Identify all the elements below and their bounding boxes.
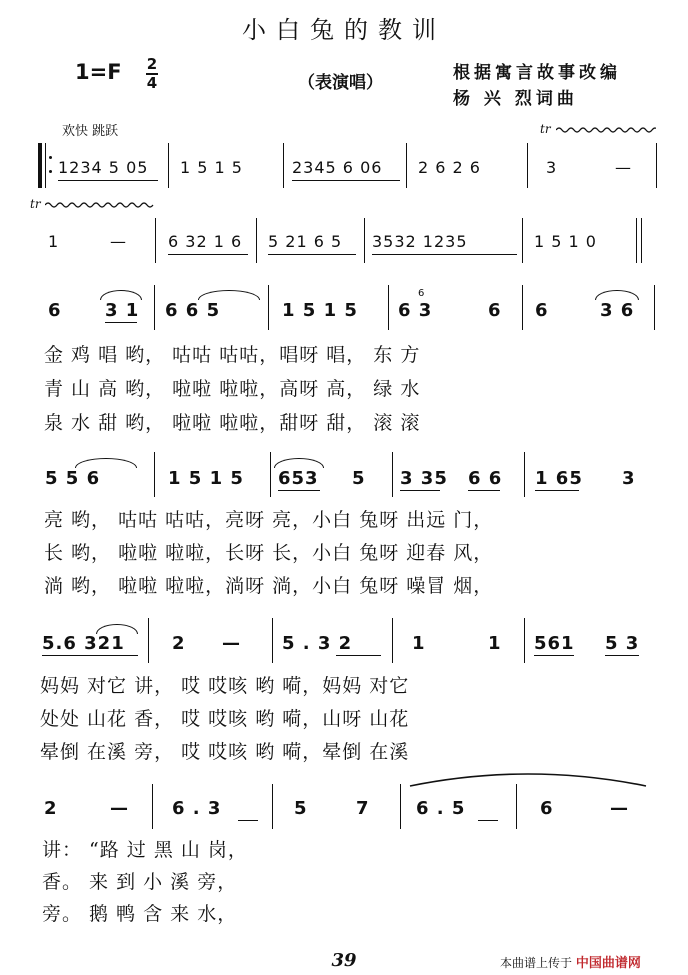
lyric-verse-3: 淌 哟， 啦啦 啦啦，淌呀 淌，小白 兔呀 噪冒 烟， <box>44 575 494 597</box>
barline <box>45 143 46 188</box>
measure-notes: 6 6 5 <box>165 300 221 321</box>
beam-underline <box>372 254 517 255</box>
measure-notes: 1 65 <box>535 468 583 489</box>
beam-underline <box>468 490 500 491</box>
measure-notes: 1 <box>48 232 60 251</box>
beam-underline <box>400 490 440 491</box>
barline <box>272 618 273 663</box>
measure-notes: 5 21 6 5 <box>268 232 343 251</box>
beam-underline <box>238 820 258 821</box>
measure-notes: 3 1 <box>105 300 140 321</box>
beam-underline <box>535 490 579 491</box>
barline <box>524 618 525 663</box>
measure-notes: 2 6 2 6 <box>418 158 481 177</box>
credit-author: 杨 兴 烈词曲 <box>453 89 578 109</box>
measure-notes: 6 <box>535 300 549 321</box>
lyric-verse-2: 香。 来 到 小 溪 旁， <box>42 871 238 893</box>
sustain-dash: — <box>615 158 632 177</box>
measure-notes: 3532 1235 <box>372 232 468 251</box>
sustain-dash: — <box>222 633 241 654</box>
barline <box>270 452 271 497</box>
lyric-verse-1: 金 鸡 唱 哟， 咕咕 咕咕，唱呀 唱， 东 方 <box>44 344 421 366</box>
measure-notes: 2 <box>44 798 58 819</box>
measure-notes: 1 <box>488 633 502 654</box>
beam-underline <box>268 254 356 255</box>
grace-note: 6 <box>418 288 425 299</box>
time-signature <box>144 56 160 92</box>
trill-wave <box>556 126 656 134</box>
barline <box>641 218 642 263</box>
sustain-dash: — <box>610 798 629 819</box>
time-signature-top: 2 <box>146 55 158 73</box>
barline <box>527 143 528 188</box>
barline <box>168 143 169 188</box>
credit-adaptation: 根据寓言故事改编 <box>453 63 621 83</box>
measure-notes: 1234 5 05 <box>58 158 149 177</box>
lyric-verse-3: 泉 水 甜 哟， 啦啦 啦啦，甜呀 甜， 滚 滚 <box>44 412 421 434</box>
lyric-verse-1: 亮 哟， 咕咕 咕咕，亮呀 亮，小白 兔呀 出远 门， <box>44 509 494 531</box>
beam-underline <box>336 655 381 656</box>
barline <box>522 218 523 263</box>
key-signature: 1=F <box>75 60 122 84</box>
measure-notes: 5 <box>294 798 308 819</box>
barline <box>268 285 269 330</box>
measure-notes: 6 6 <box>468 468 503 489</box>
lyric-verse-2: 长 哟， 啦啦 啦啦，长呀 长，小白 兔呀 迎春 风， <box>44 542 494 564</box>
measure-notes: 1 5 1 5 <box>282 300 358 321</box>
barline <box>283 143 284 188</box>
lyric-verse-1: 讲： “路 过 黑 山 岗， <box>42 839 248 861</box>
measure-notes: 653 <box>278 468 319 489</box>
measure-notes: 1 5 1 5 <box>168 468 244 489</box>
slur <box>274 458 324 468</box>
performance-style: （表演唱） <box>298 73 383 93</box>
page-number: 39 <box>331 950 357 971</box>
watermark-site: 中国曲谱网 <box>575 956 641 971</box>
measure-notes: 1 5 1 5 <box>180 158 243 177</box>
lyric-verse-2: 青 山 高 哟， 啦啦 啦啦，高呀 高， 绿 水 <box>44 378 421 400</box>
barline <box>654 285 655 330</box>
barline <box>154 285 155 330</box>
watermark <box>500 952 641 971</box>
beam-underline <box>534 655 574 656</box>
lyric-verse-1: 妈妈 对它 讲， 哎 哎咳 哟 嗬，妈妈 对它 <box>40 675 410 697</box>
measure-notes: 6 <box>488 300 502 321</box>
slur <box>100 290 142 300</box>
measure-notes: 6 <box>48 300 62 321</box>
barline <box>522 285 523 330</box>
sustain-dash: — <box>110 798 129 819</box>
barline <box>392 618 393 663</box>
measure-notes: 5 . 3 2 <box>282 633 353 654</box>
beam-underline <box>292 180 400 181</box>
beam-underline <box>168 254 248 255</box>
repeat-start-bar <box>38 143 42 188</box>
slur <box>75 458 137 468</box>
measure-notes: 3 35 <box>400 468 448 489</box>
tempo-marking: 欢快 跳跃 <box>62 124 119 139</box>
measure-notes: 6 . 3 <box>172 798 222 819</box>
song-title: 小白兔的教训 <box>242 16 446 44</box>
barline <box>152 784 153 829</box>
watermark-prefix: 本曲谱上传于 <box>500 956 573 970</box>
measure-notes: 5 3 <box>605 633 640 654</box>
beam-underline <box>42 655 138 656</box>
measure-notes: 3 <box>622 468 636 489</box>
lyric-verse-2: 处处 山花 香， 哎 哎咳 哟 嗬，山呀 山花 <box>40 708 410 730</box>
beam-underline <box>278 490 320 491</box>
measure-notes: 3 6 <box>600 300 635 321</box>
measure-notes: 6 . 5 <box>416 798 466 819</box>
measure-notes: 6 3 <box>398 300 433 321</box>
barline <box>364 218 365 263</box>
trill-wave <box>45 201 155 209</box>
lyric-verse-3: 旁。 鹅 鸭 含 来 水， <box>42 903 238 925</box>
barline <box>516 784 517 829</box>
barline <box>524 452 525 497</box>
measure-notes: 3 <box>546 158 558 177</box>
measure-notes: 1 5 1 0 <box>534 232 597 251</box>
measure-notes: 5.6 321 <box>42 633 125 654</box>
sustain-dash: — <box>110 232 127 251</box>
barline <box>636 218 637 263</box>
barline <box>392 452 393 497</box>
measure-notes: 561 <box>534 633 575 654</box>
barline <box>155 218 156 263</box>
barline <box>656 143 657 188</box>
barline <box>406 143 407 188</box>
measure-notes: 1 <box>412 633 426 654</box>
repeat-dot <box>49 156 52 159</box>
beam-underline <box>58 180 158 181</box>
barline <box>154 452 155 497</box>
measure-notes: 7 <box>356 798 370 819</box>
beam-underline <box>478 820 498 821</box>
barline <box>148 618 149 663</box>
slur <box>595 290 639 300</box>
measure-notes: 6 <box>540 798 554 819</box>
slur <box>198 290 260 300</box>
barline <box>400 784 401 829</box>
repeat-dot <box>49 170 52 173</box>
time-signature-bottom: 4 <box>146 74 158 92</box>
barline <box>272 784 273 829</box>
measure-notes: 5 <box>352 468 366 489</box>
measure-notes: 6 32 1 6 <box>168 232 243 251</box>
measure-notes: 2 <box>172 633 186 654</box>
lyric-verse-3: 晕倒 在溪 旁， 哎 哎咳 哟 嗬，晕倒 在溪 <box>40 741 410 763</box>
beam-underline <box>105 322 137 323</box>
trill-mark: tr <box>540 122 551 136</box>
beam-underline <box>605 655 639 656</box>
measure-notes: 5 5 6 <box>45 468 101 489</box>
measure-notes: 2345 6 06 <box>292 158 383 177</box>
barline <box>256 218 257 263</box>
trill-mark: tr <box>30 197 41 211</box>
barline <box>388 285 389 330</box>
slur-long <box>408 768 648 788</box>
